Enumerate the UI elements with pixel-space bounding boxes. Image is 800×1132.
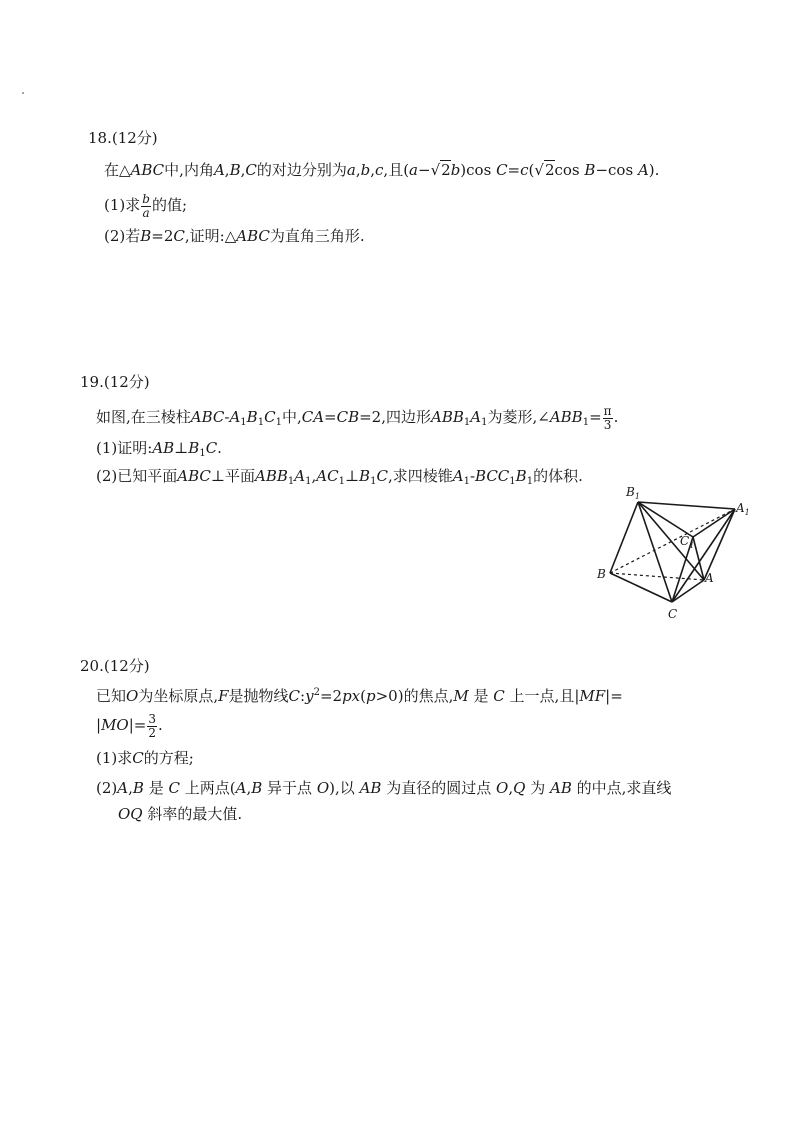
sqrt-symbol: √2 [430, 161, 451, 179]
q20-part2: (2)A,B 是 C 上两点(A,B 异于点 O),以 AB 为直径的圆过点 O,Q 为 AB 的中点,求直线 [96, 779, 672, 797]
label-a1: $A_1$ [736, 501, 750, 517]
scan-speck [22, 92, 24, 94]
q20-stem-cont: |MO|= $\frac{3}{2}$ . [96, 711, 163, 740]
label-c: C [668, 607, 678, 621]
fraction: $\frac{b}{a}$ [142, 191, 150, 220]
edge-b1-c1 [638, 502, 693, 537]
edge-b1-b [610, 502, 638, 573]
fraction: $\frac{3}{2}$ [148, 711, 156, 740]
q20-stem: 已知O为坐标原点,F是抛物线$C:y^2=2px(p>0)$的焦点,M 是 C 上一点,且|MF|= [96, 687, 623, 705]
edge-b1-a1 [638, 502, 735, 509]
q18-stem: 在△ABC中,内角A,B,C的对边分别为a,b,c,且(a−√2b)cos C=c(√2cos B−cos A). [104, 161, 660, 179]
q19-header: 19.(12分) [80, 373, 150, 391]
q19-stem: 如图,在三棱柱ABC-$A_1B_1C_1$中,CA=CB=2,四边形$ABB_1A_1$为菱形$,\angle ABB_1=$ $\frac{\pi}{3}$ . [96, 403, 619, 432]
edge-c-a [672, 580, 704, 602]
q20-part2-cont: OQ 斜率的最大值. [118, 805, 243, 823]
q19-part2: (2)已知平面ABC⊥平面$ABB_1A_1,AC_1\perp B_1C$,求四棱锥$A_1-BCC_1B_1$的体积. [96, 467, 583, 487]
label-b: B [597, 567, 606, 581]
q18-part1: (1)求 $\frac{b}{a}$ 的值; [104, 191, 187, 220]
edge-b1-c [638, 502, 672, 602]
label-c1: $C_1$ [680, 534, 695, 550]
q19-part1: (1)证明$:AB\perp B_1C$. [96, 439, 222, 459]
sqrt-symbol: √2 [534, 161, 555, 179]
q18-header: 18.(12分) [88, 129, 158, 147]
prism-figure [590, 482, 770, 627]
q20-part1: (1)求C的方程; [96, 749, 194, 767]
edge-c-a1 [672, 509, 735, 602]
q18-part2: (2)若B=2C,证明:△ABC为直角三角形. [104, 227, 365, 245]
fraction: $\frac{\pi}{3}$ [603, 403, 612, 432]
edge-b-c [610, 573, 672, 602]
label-b1: $B_1$ [626, 485, 640, 501]
q20-header: 20.(12分) [80, 657, 150, 675]
hidden-edge-b-a1 [610, 509, 735, 573]
label-a: A [705, 571, 714, 585]
